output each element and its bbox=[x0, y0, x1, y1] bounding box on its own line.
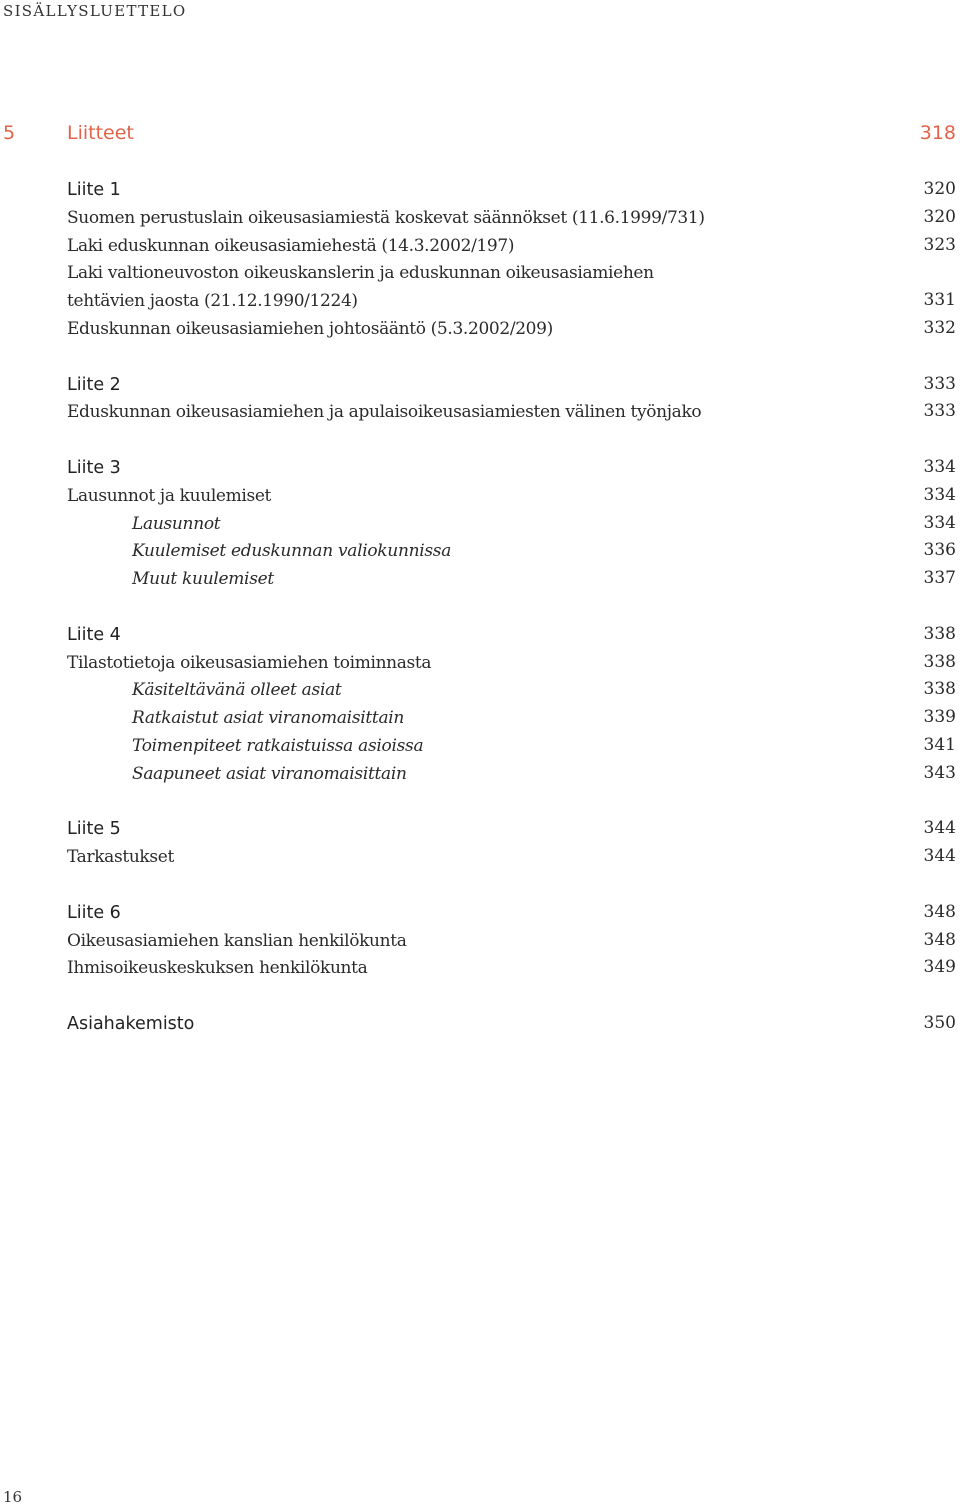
toc-page-number: 338 bbox=[923, 679, 956, 700]
toc-subentry bbox=[67, 704, 956, 732]
toc-subentry bbox=[67, 732, 956, 760]
toc-heading-label: Liite 5 bbox=[67, 819, 121, 840]
toc-entry bbox=[67, 315, 956, 343]
toc-entry-label: Suomen perustuslain oikeusasiamiestä koskevat säännökset (11.6.1999/731) bbox=[67, 207, 705, 228]
toc-appendix-heading bbox=[67, 1010, 956, 1038]
toc-appendix-heading bbox=[67, 815, 956, 843]
toc-page-number: 334 bbox=[923, 512, 956, 533]
toc-entry-label: Laki eduskunnan oikeusasiamiehestä (14.3.2002/197) bbox=[67, 235, 515, 256]
toc-entry bbox=[67, 259, 956, 287]
running-head: SISÄLLYSLUETTELO bbox=[3, 2, 187, 20]
table-of-contents bbox=[67, 176, 956, 1038]
chapter-page-number: 318 bbox=[919, 122, 956, 144]
toc-appendix-heading bbox=[67, 371, 956, 399]
toc-page-number: 332 bbox=[923, 317, 956, 338]
toc-page-number: 331 bbox=[923, 290, 956, 311]
toc-heading-label: Asiahakemisto bbox=[67, 1013, 195, 1034]
toc-entry bbox=[67, 843, 956, 871]
toc-heading-label: Liite 2 bbox=[67, 374, 121, 395]
toc-entry bbox=[67, 398, 956, 426]
toc-entry bbox=[67, 232, 956, 260]
section-spacer bbox=[67, 343, 956, 371]
toc-subentry-label: Saapuneet asiat viranomaisittain bbox=[132, 763, 407, 784]
section-spacer bbox=[67, 871, 956, 899]
toc-page-number: 333 bbox=[923, 373, 956, 394]
toc-entry-label: Tarkastukset bbox=[67, 847, 174, 868]
toc-page-number: 339 bbox=[923, 707, 956, 728]
toc-heading-label: Liite 3 bbox=[67, 457, 121, 478]
chapter-title: Liitteet bbox=[67, 122, 134, 144]
toc-entry-label: Laki valtioneuvoston oikeuskanslerin ja eduskunnan oikeusasiamiehen bbox=[67, 263, 654, 284]
toc-entry bbox=[67, 204, 956, 232]
toc-entry-label: Ihmisoikeuskeskuksen henkilökunta bbox=[67, 958, 368, 979]
toc-subentry-label: Kuulemiset eduskunnan valiokunnissa bbox=[132, 541, 452, 562]
toc-appendix-heading bbox=[67, 621, 956, 649]
toc-heading-label: Liite 4 bbox=[67, 624, 121, 645]
section-spacer bbox=[67, 982, 956, 1010]
toc-page-number: 337 bbox=[923, 568, 956, 589]
toc-page-number: 348 bbox=[923, 929, 956, 950]
toc-subentry bbox=[67, 510, 956, 538]
toc-subentry bbox=[67, 676, 956, 704]
toc-entry-label: Eduskunnan oikeusasiamiehen johtosääntö (5.3.2002/209) bbox=[67, 318, 553, 339]
toc-subentry-label: Toimenpiteet ratkaistuissa asioissa bbox=[132, 735, 424, 756]
toc-page-number: 320 bbox=[923, 206, 956, 227]
toc-subentry-label: Käsiteltävänä olleet asiat bbox=[132, 680, 342, 701]
toc-entry-label: Lausunnot ja kuulemiset bbox=[67, 485, 272, 506]
toc-page-number: 334 bbox=[923, 456, 956, 477]
toc-appendix-heading bbox=[67, 899, 956, 927]
toc-page-number: 333 bbox=[923, 401, 956, 422]
toc-entry bbox=[67, 287, 956, 315]
chapter-number: 5 bbox=[3, 122, 16, 144]
toc-subentry bbox=[67, 537, 956, 565]
toc-page-number: 338 bbox=[923, 651, 956, 672]
toc-page-number: 348 bbox=[923, 901, 956, 922]
toc-entry-label: Oikeusasiamiehen kanslian henkilökunta bbox=[67, 930, 407, 951]
section-spacer bbox=[67, 788, 956, 816]
toc-page-number: 344 bbox=[923, 818, 956, 839]
toc-page-number: 349 bbox=[923, 957, 956, 978]
toc-entry-label: Tilastotietoja oikeusasiamiehen toiminnasta bbox=[67, 652, 432, 673]
toc-subentry bbox=[67, 565, 956, 593]
toc-page-number: 338 bbox=[923, 623, 956, 644]
toc-subentry-label: Ratkaistut asiat viranomaisittain bbox=[132, 708, 405, 729]
chapter-heading bbox=[0, 122, 956, 150]
page-number: 16 bbox=[3, 1488, 23, 1506]
toc-page-number: 341 bbox=[923, 734, 956, 755]
toc-subentry bbox=[67, 760, 956, 788]
toc-page-number: 336 bbox=[923, 540, 956, 561]
toc-heading-label: Liite 6 bbox=[67, 902, 121, 923]
toc-appendix-heading bbox=[67, 454, 956, 482]
toc-page-number: 350 bbox=[923, 1012, 956, 1033]
toc-entry bbox=[67, 954, 956, 982]
toc-page-number: 343 bbox=[923, 762, 956, 783]
toc-entry bbox=[67, 482, 956, 510]
section-spacer bbox=[67, 426, 956, 454]
toc-page-number: 344 bbox=[923, 846, 956, 867]
toc-entry bbox=[67, 927, 956, 955]
section-spacer bbox=[67, 593, 956, 621]
toc-subentry-label: Muut kuulemiset bbox=[132, 569, 274, 590]
toc-subentry-label: Lausunnot bbox=[132, 513, 221, 534]
toc-heading-label: Liite 1 bbox=[67, 180, 121, 200]
toc-page-number: 320 bbox=[923, 179, 956, 199]
toc-entry-label: Eduskunnan oikeusasiamiehen ja apulaisoikeusasiamiesten välinen työnjako bbox=[67, 402, 702, 423]
toc-page-number: 334 bbox=[923, 484, 956, 505]
toc-appendix-heading bbox=[67, 176, 956, 204]
toc-entry-label: tehtävien jaosta (21.12.1990/1224) bbox=[67, 291, 358, 312]
toc-page-number: 323 bbox=[923, 234, 956, 255]
toc-entry bbox=[67, 649, 956, 677]
